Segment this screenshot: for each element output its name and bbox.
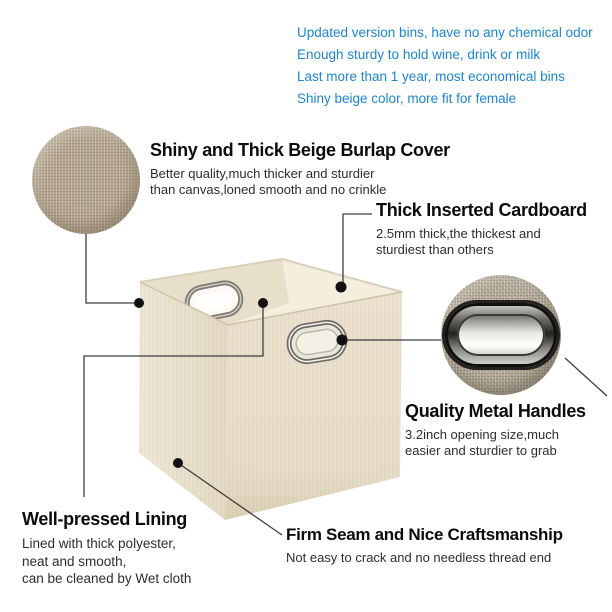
leader-line-burlap [86, 234, 139, 303]
callout-dot-handles [337, 335, 348, 346]
callout-desc-line: than canvas,loned smooth and no crinkle [150, 182, 387, 197]
callout-desc-line: 3.2inch opening size,much [405, 427, 559, 442]
callout-lining [22, 509, 191, 588]
metal-grommet-image [445, 303, 557, 367]
callout-title-metal-handles: Quality Metal Handles [405, 401, 586, 421]
callout-desc-line: sturdiest than others [376, 242, 494, 257]
fabric-swatch-circle [32, 126, 140, 234]
callout-metal-handles [405, 401, 586, 459]
callout-title-burlap-cover: Shiny and Thick Beige Burlap Cover [150, 140, 450, 160]
callout-dot-lining [258, 298, 268, 308]
leader-line-handles-circle [565, 358, 607, 396]
callout-title-lining: Well-pressed Lining [22, 509, 187, 529]
callout-dot-burlap [134, 298, 144, 308]
callout-title-cardboard: Thick Inserted Cardboard [376, 200, 587, 220]
feature-bullet: Updated version bins, have no any chemical odor [297, 25, 593, 40]
callout-desc-line: easier and sturdier to grab [405, 443, 557, 458]
callout-dot-cardboard [336, 282, 347, 293]
feature-bullet: Shiny beige color, more fit for female [297, 91, 517, 106]
callout-desc-line: 2.5mm thick,the thickest and [376, 226, 541, 241]
grommet-opening [457, 314, 545, 356]
handle-detail-circle [441, 275, 561, 395]
callout-burlap-cover [150, 140, 450, 198]
callout-desc-line: neat and smooth, [22, 553, 127, 569]
callout-title-seam: Firm Seam and Nice Craftsmanship [286, 525, 563, 544]
callout-desc-line: Better quality,much thicker and sturdier [150, 166, 375, 181]
feature-bullet: Enough sturdy to hold wine, drink or milk [297, 47, 541, 62]
callout-desc-line: Lined with thick polyester, [22, 536, 176, 551]
feature-bullet: Last more than 1 year, most economical bins [297, 69, 565, 84]
callout-desc-line: Not easy to crack and no needless thread end [286, 550, 552, 565]
callout-seam [286, 525, 563, 566]
callout-dot-seam [173, 458, 183, 468]
feature-bullet-list [297, 22, 593, 110]
callout-desc-line: can be cleaned by Wet cloth [22, 571, 192, 586]
callout-cardboard [376, 200, 587, 258]
